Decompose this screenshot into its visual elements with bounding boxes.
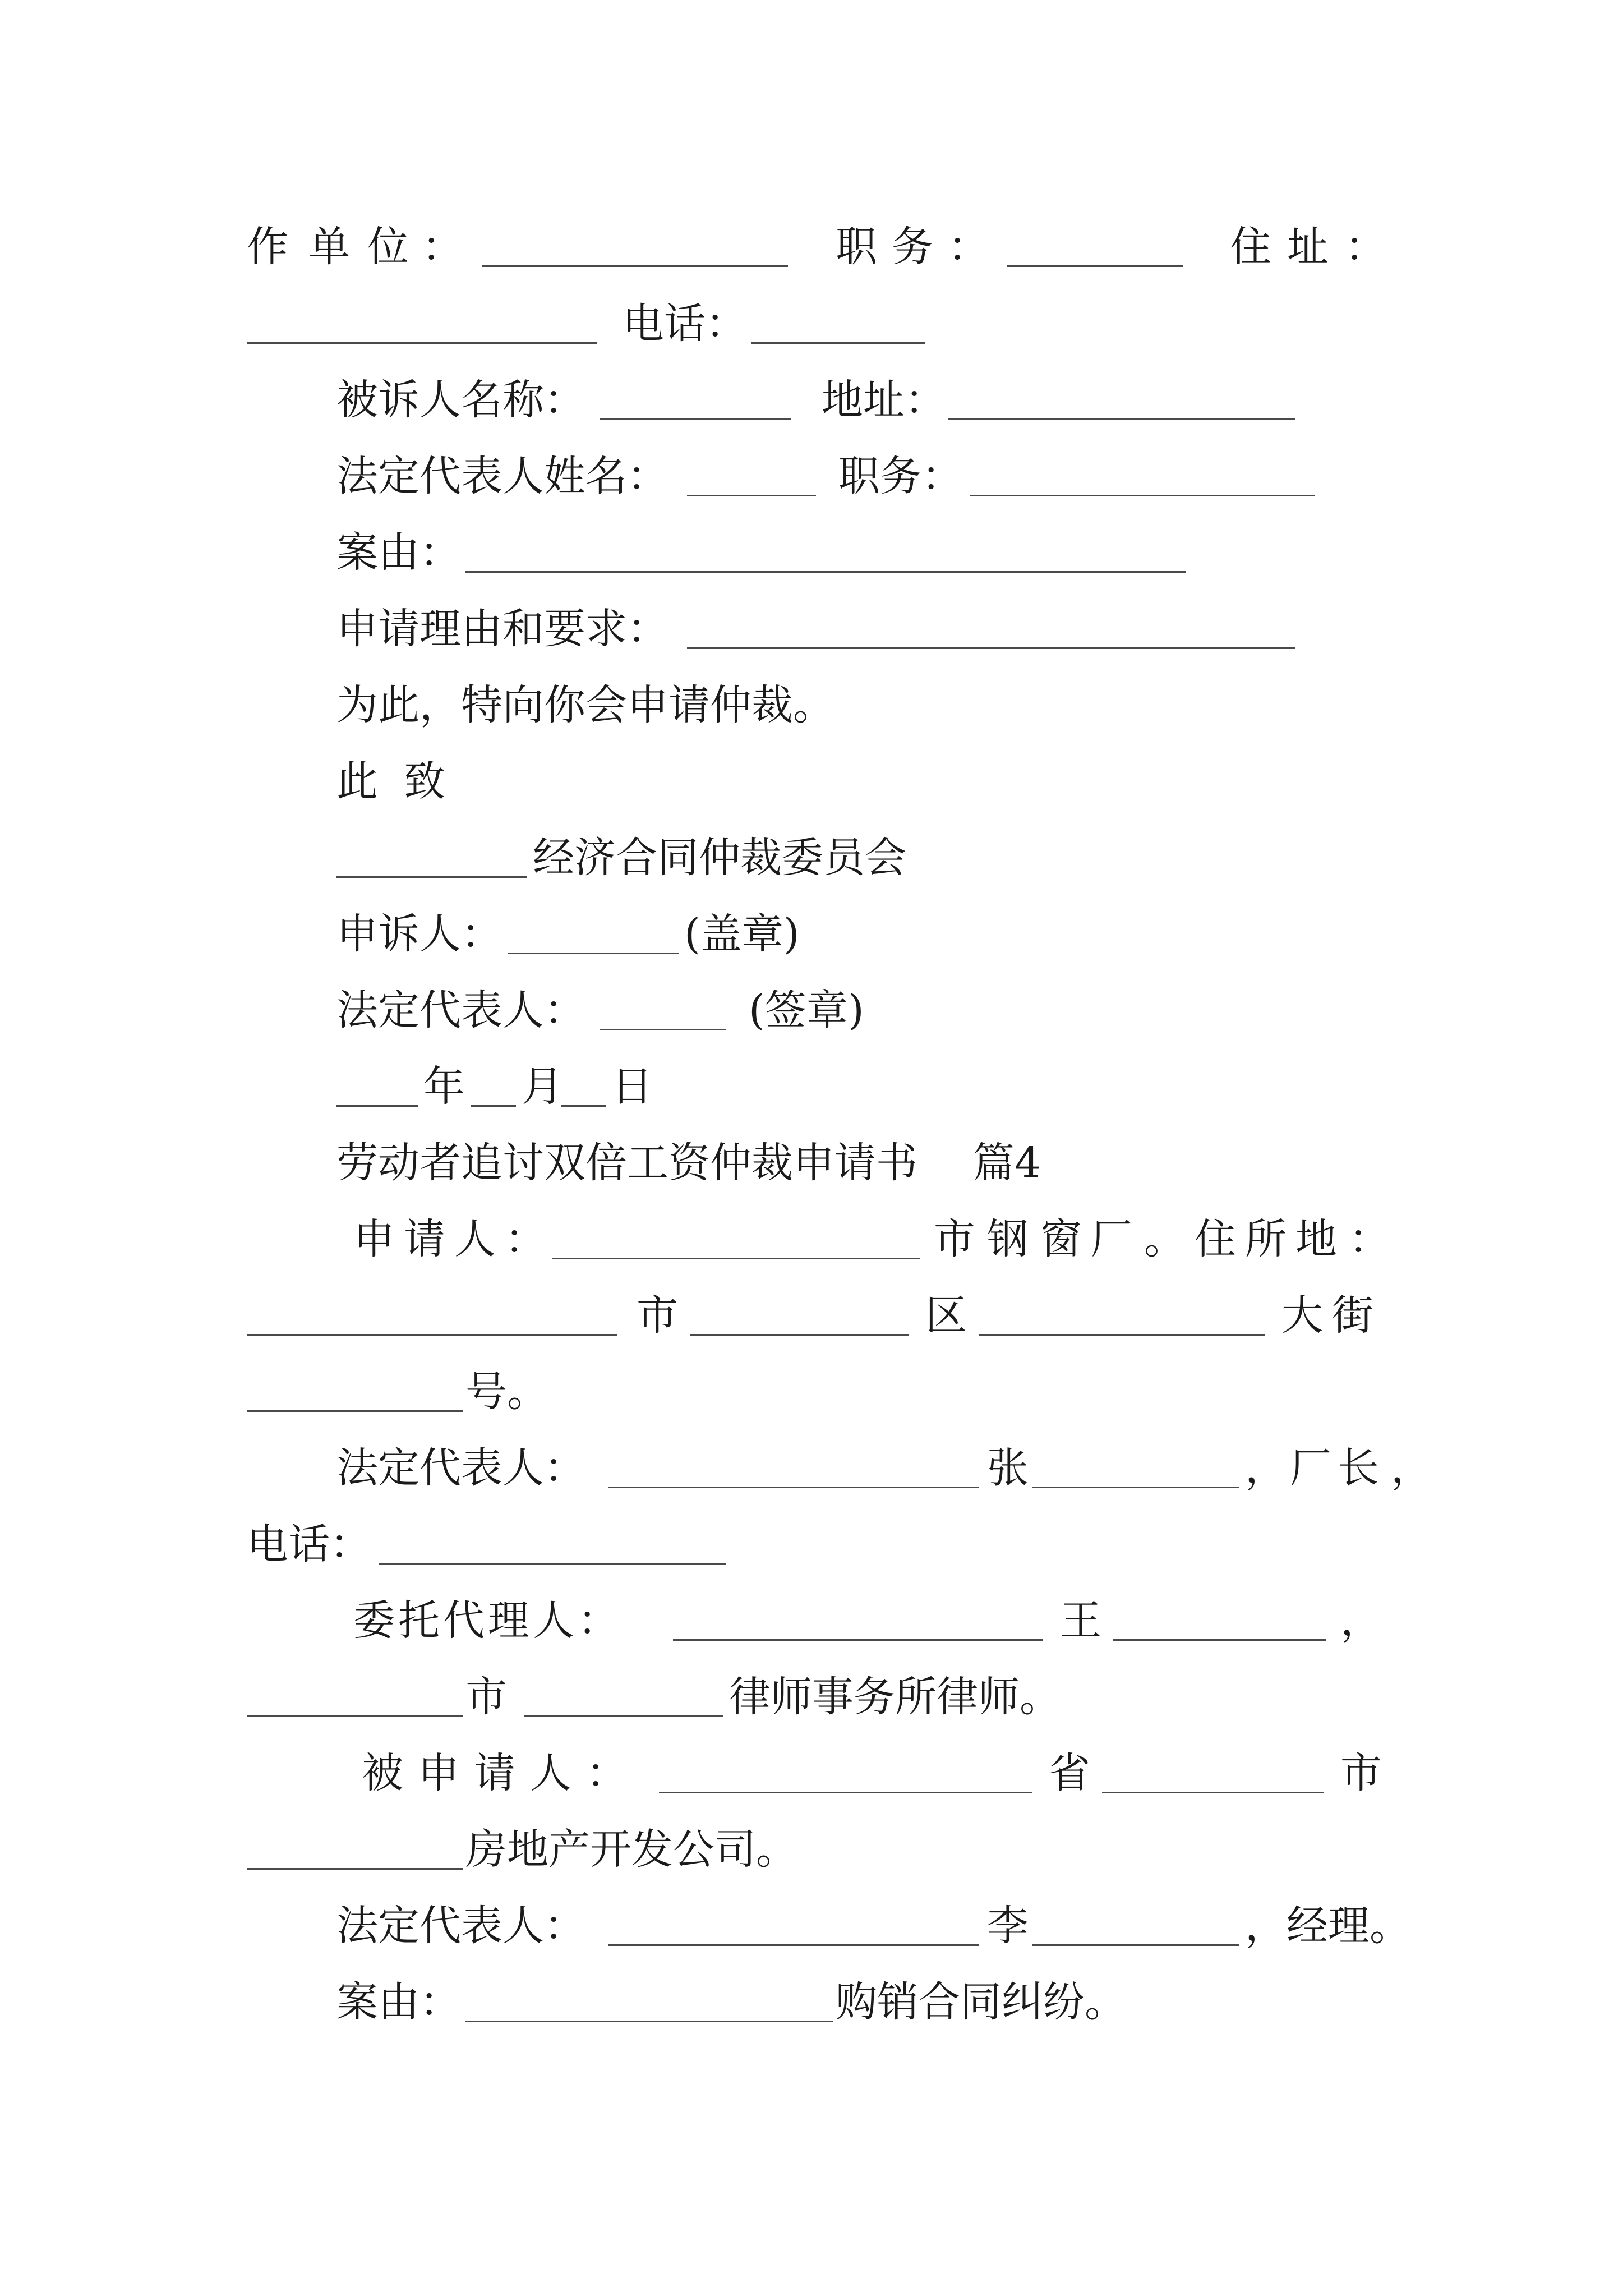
- text-fragment: 钢: [987, 1215, 1029, 1263]
- text-fragment: 电话：: [623, 300, 747, 348]
- text-fragment: 人: [454, 1215, 496, 1263]
- text-fragment: 号。: [465, 1368, 548, 1416]
- fill-in-blank: [379, 1563, 726, 1565]
- text-fragment: 被诉人名称：: [336, 376, 585, 424]
- text-fragment: ，: [1391, 1444, 1432, 1492]
- fill-in-blank: [247, 1715, 463, 1717]
- text-fragment: ：: [422, 223, 463, 271]
- text-fragment: 市: [934, 1215, 975, 1263]
- fill-in-blank: [508, 953, 679, 954]
- text-fragment: 经济合同仲裁委员会: [533, 834, 906, 882]
- text-fragment: ，: [1340, 1596, 1382, 1645]
- text-fragment: 委: [353, 1596, 395, 1645]
- fill-in-blank: [600, 418, 791, 420]
- fill-in-blank: [561, 1105, 606, 1107]
- fill-in-blank: [471, 1105, 516, 1107]
- fill-in-blank: [247, 1868, 463, 1870]
- text-fragment: 篇4: [973, 1139, 1041, 1187]
- text-fragment: 职: [836, 223, 877, 271]
- fill-in-blank: [247, 1334, 617, 1336]
- text-fragment: ，经理。: [1245, 1902, 1411, 1950]
- text-fragment: 法定代表人：: [336, 1902, 585, 1950]
- fill-in-blank: [687, 647, 1295, 649]
- fill-in-blank: [524, 1715, 723, 1717]
- text-fragment: 人: [530, 1749, 571, 1797]
- fill-in-blank: [687, 495, 816, 496]
- text-fragment: ：: [578, 1596, 619, 1645]
- text-fragment: 市: [637, 1291, 678, 1340]
- text-fragment: 申诉人：: [336, 910, 502, 958]
- text-fragment: 请: [474, 1749, 515, 1797]
- text-fragment: 人: [533, 1596, 574, 1645]
- text-fragment: 市: [1340, 1749, 1382, 1797]
- fill-in-blank: [608, 1487, 979, 1488]
- text-fragment: 地址：: [822, 376, 946, 424]
- text-fragment: 大: [1281, 1291, 1323, 1340]
- text-fragment: ：: [505, 1215, 546, 1263]
- text-fragment: 址: [1287, 223, 1329, 271]
- text-fragment: 申: [418, 1749, 459, 1797]
- text-fragment: 法定代表人：: [336, 1444, 585, 1492]
- fill-in-blank: [1007, 265, 1183, 267]
- text-fragment: 王: [1060, 1596, 1101, 1645]
- fill-in-blank: [247, 1410, 463, 1412]
- text-fragment: 职务：: [838, 452, 963, 500]
- fill-in-blank: [1113, 1639, 1326, 1641]
- text-fragment: 请: [404, 1215, 445, 1263]
- fill-in-blank: [948, 418, 1295, 420]
- fill-in-blank: [247, 342, 597, 344]
- text-fragment: 案由：: [336, 528, 461, 577]
- text-fragment: 律师事务所律师。: [729, 1673, 1061, 1721]
- fill-in-blank: [482, 265, 788, 267]
- fill-in-blank: [970, 495, 1315, 496]
- text-fragment: (盖章): [684, 910, 800, 958]
- text-fragment: 致: [404, 757, 445, 806]
- text-fragment: 被: [362, 1749, 403, 1797]
- text-fragment: 代: [443, 1596, 485, 1645]
- text-fragment: 地: [1295, 1215, 1337, 1263]
- fill-in-blank: [336, 876, 527, 878]
- text-fragment: 厂: [1290, 1444, 1331, 1492]
- text-fragment: 理: [488, 1596, 529, 1645]
- fill-in-blank: [979, 1334, 1265, 1336]
- fill-in-blank: [600, 1029, 726, 1030]
- text-fragment: 托: [398, 1596, 440, 1645]
- fill-in-blank: [1032, 1487, 1239, 1488]
- text-fragment: 张: [987, 1444, 1029, 1492]
- text-fragment: 。: [1144, 1215, 1186, 1263]
- fill-in-blank: [659, 1792, 1032, 1793]
- text-fragment: 长: [1338, 1444, 1379, 1492]
- fill-in-blank: [690, 1334, 909, 1336]
- text-fragment: 房地产开发公司。: [465, 1825, 797, 1874]
- fill-in-blank: [465, 2021, 833, 2022]
- fill-in-blank: [673, 1639, 1043, 1641]
- text-fragment: 法定代表人：: [336, 986, 585, 1034]
- text-fragment: 为此，特向你会申请仲裁。: [336, 681, 834, 729]
- text-fragment: 日: [611, 1062, 653, 1111]
- fill-in-blank: [1032, 1944, 1239, 1946]
- text-fragment: 位: [367, 223, 409, 271]
- fill-in-blank: [336, 1105, 418, 1107]
- text-fragment: 街: [1332, 1291, 1373, 1340]
- text-fragment: 案由：: [336, 1978, 461, 2026]
- text-fragment: 住: [1230, 223, 1271, 271]
- fill-in-blank: [1102, 1792, 1324, 1793]
- text-fragment: 单: [308, 223, 350, 271]
- text-fragment: 此: [336, 757, 378, 806]
- text-fragment: 市: [465, 1673, 507, 1721]
- text-fragment: 法定代表人姓名：: [336, 452, 668, 500]
- text-fragment: (签章): [749, 986, 864, 1034]
- text-fragment: 作: [247, 223, 288, 271]
- text-fragment: 申: [353, 1215, 395, 1263]
- text-fragment: ：: [948, 223, 989, 271]
- text-fragment: 厂: [1091, 1215, 1132, 1263]
- fill-in-blank: [751, 342, 925, 344]
- text-fragment: ，: [1245, 1444, 1287, 1492]
- text-fragment: 所: [1245, 1215, 1287, 1263]
- text-fragment: 区: [925, 1291, 967, 1340]
- text-fragment: 电话：: [247, 1520, 371, 1568]
- text-fragment: 住: [1195, 1215, 1236, 1263]
- text-fragment: ：: [586, 1749, 628, 1797]
- text-fragment: ：: [1345, 223, 1386, 271]
- text-fragment: 劳动者追讨双倍工资仲裁申请书: [336, 1139, 917, 1187]
- text-fragment: 李: [987, 1902, 1029, 1950]
- fill-in-blank: [608, 1944, 979, 1946]
- fill-in-blank: [465, 571, 1186, 573]
- text-fragment: 购销合同纠纷。: [836, 1978, 1126, 2026]
- text-fragment: 务: [892, 223, 933, 271]
- text-fragment: 月: [522, 1062, 563, 1111]
- text-fragment: 年: [423, 1062, 465, 1111]
- text-fragment: ：: [1349, 1215, 1390, 1263]
- text-fragment: 窗: [1040, 1215, 1082, 1263]
- fill-in-blank: [552, 1258, 920, 1259]
- text-fragment: 省: [1049, 1749, 1090, 1797]
- text-fragment: 申请理由和要求：: [336, 605, 668, 653]
